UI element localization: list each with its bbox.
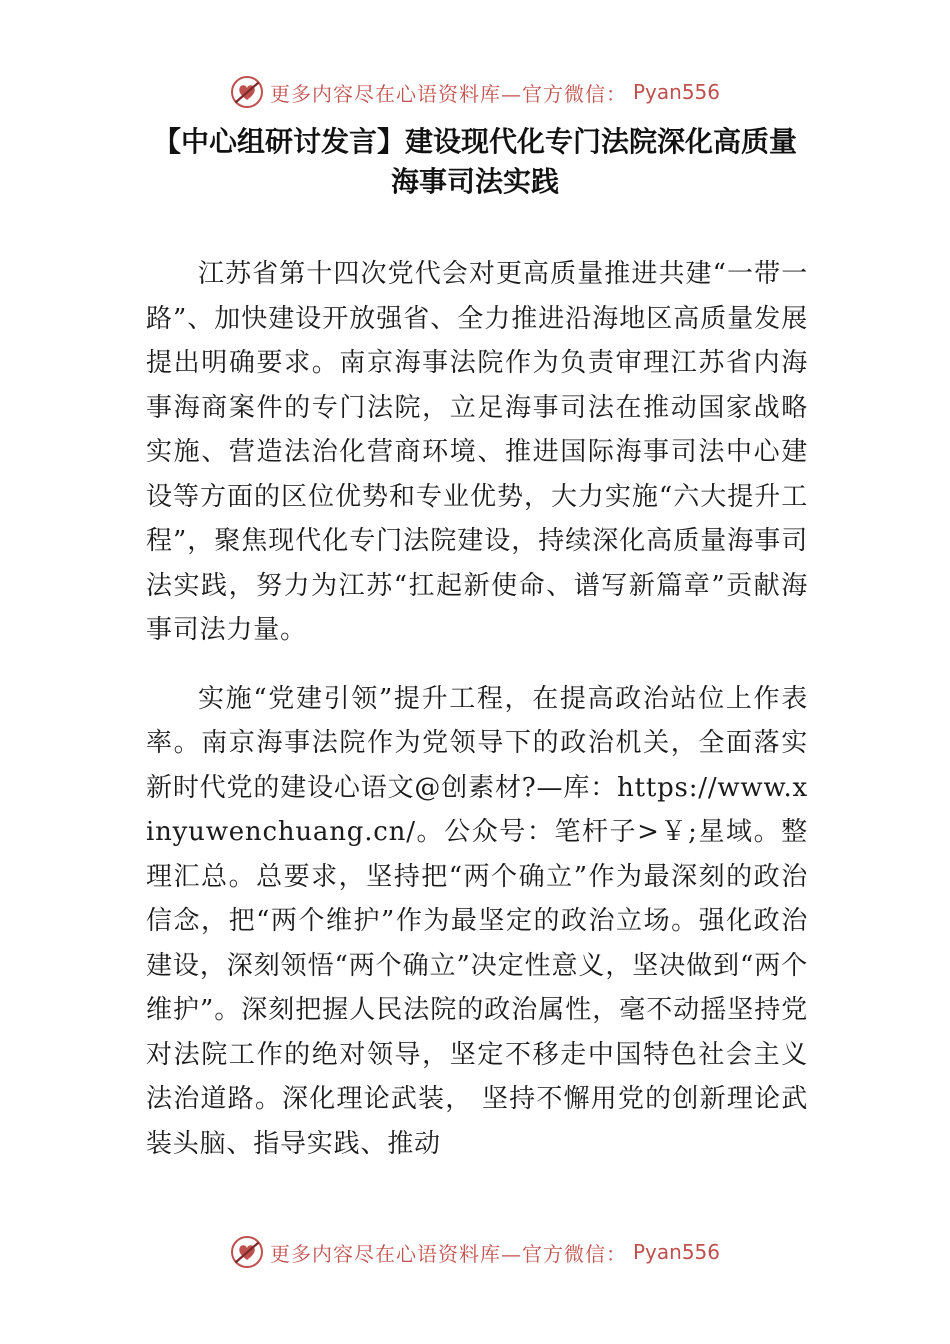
document-title: 【中心组研讨发言】建设现代化专门法院深化高质量海事司法实践	[152, 125, 797, 198]
header-banner	[0, 72, 950, 112]
document-body	[146, 252, 808, 1166]
banner-wechat-id: Pyan556	[632, 1240, 720, 1264]
banner-text: 更多内容尽在心语资料库—官方微信：	[269, 81, 627, 106]
banner-wechat-id: Pyan556	[632, 80, 720, 104]
banner-text: 更多内容尽在心语资料库—官方微信：	[269, 1241, 627, 1266]
paragraph-2: 实施“党建引领”提升工程，在提高政治站位上作表率。南京海事法院作为党领导下的政治机关，全面落实新时代党的建设心语文@创素材?—库：https://www.xinyuwenchuang.cn/。公众号：笔杆子>￥;星域。整理汇总。总要求，坚持把“两个确立”作为最深刻的政治信念，把“两个维护”作为最坚定的政治立场。强化政治建设，深刻领悟“两个确立”决定性意义，坚决做到“两个维护”。深刻把握人民法院的政治属性，毫不动摇坚持党对法院工作的绝对领导，坚定不移走中国特色社会主义法治道路。深化理论武装， 坚持不懈用党的创新理论武装头脑、指导实践、推动	[146, 683, 808, 1159]
paragraph-1: 江苏省第十四次党代会对更高质量推进共建“一带一路”、加快建设开放强省、全力推进沿海地区高质量发展提出明确要求。南京海事法院作为负责审理江苏省内海事海商案件的专门法院，立足海事司法在推动国家战略实施、营造法治化营商环境、推进国际海事司法中心建设等方面的区位优势和专业优势，大力实施“六大提升工程”，聚焦现代化专门法院建设，持续深化高质量海事司法实践，努力为江苏“扛起新使命、谱写新篇章”贡献海事司法力量。	[146, 259, 808, 645]
heart-logo-icon	[230, 75, 264, 109]
footer-banner	[0, 1232, 950, 1272]
heart-logo-icon	[230, 1235, 264, 1269]
